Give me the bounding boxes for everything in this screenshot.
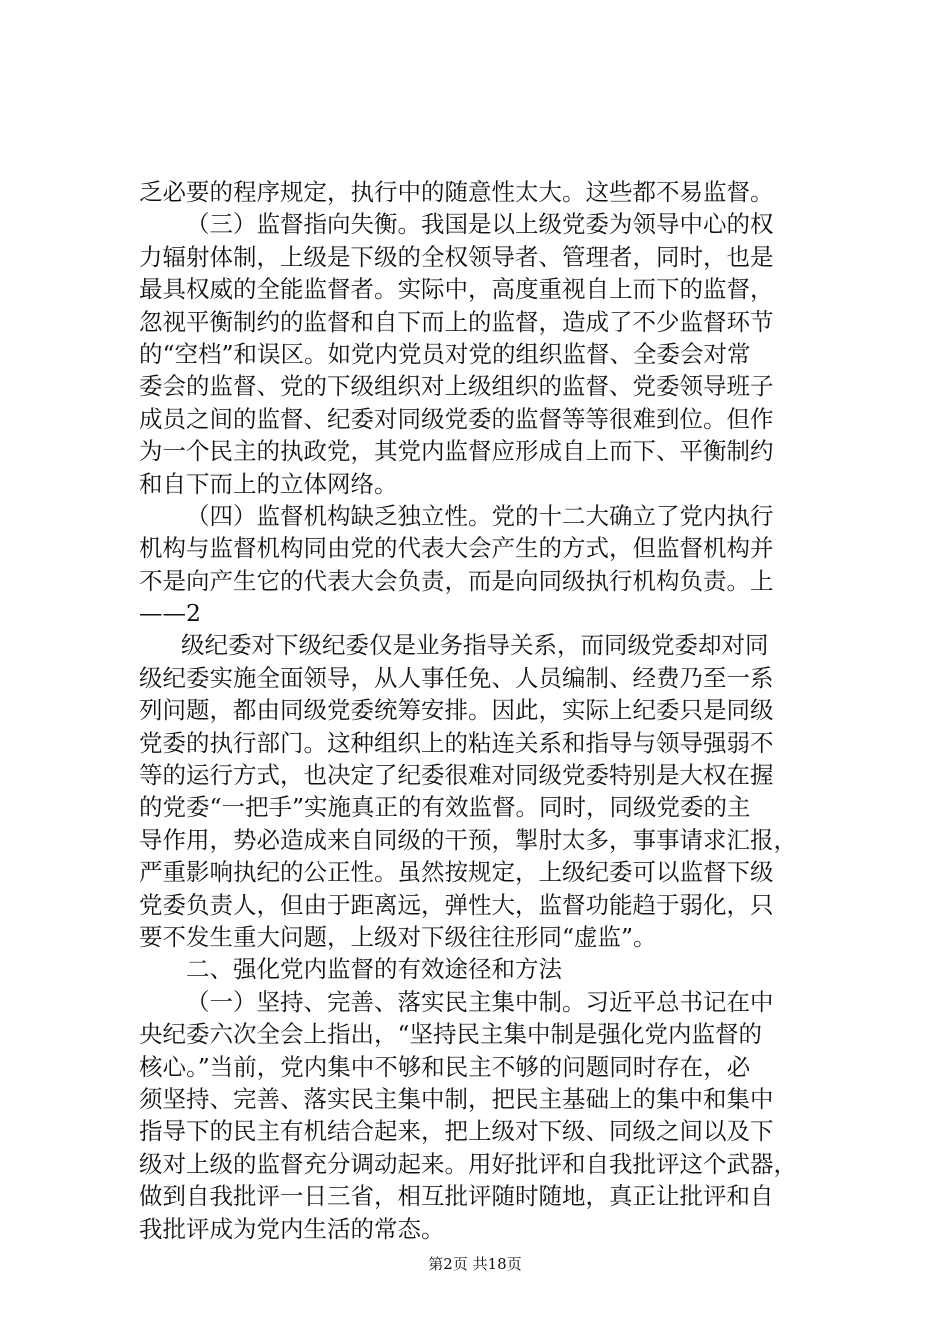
- text-line: 央纪委六次全会上指出，“坚持民主集中制是强化党内监督的: [139, 1020, 763, 1049]
- text-line: 须坚持、完善、落实民主集中制，把民主基础上的集中和集中: [139, 1084, 774, 1113]
- text-line: 成员之间的监督、纪委对同级党委的监督等等很难到位。但作: [139, 404, 774, 433]
- text-line: 党委的执行部门。这种组织上的粘连关系和指导与领导强弱不: [139, 728, 774, 757]
- section-heading: 二、强化党内监督的有效途径和方法: [186, 955, 562, 984]
- text-line: 我批评成为党内生活的常态。: [139, 1214, 445, 1243]
- body-text: [139, 176, 839, 1245]
- text-line: 级对上级的监督充分调动起来。用好批评和自我批评这个武器，: [139, 1149, 797, 1178]
- text-line: 核心。”当前，党内集中不够和民主不够的问题同时存在，必: [139, 1052, 751, 1081]
- text-line: 乏必要的程序规定，执行中的随意性太大。这些都不易监督。: [139, 178, 774, 206]
- text-line: 党委负责人，但由于距离远，弹性大，监督功能趋于弱化，只: [139, 890, 774, 919]
- text-line: （四）监督机构缺乏独立性。党的十二大确立了党内执行: [186, 501, 774, 530]
- page-footer: 第2页 共18页: [428, 1255, 522, 1273]
- text-line: 要不发生重大问题，上级对下级往往形同“虚监”。: [139, 922, 657, 951]
- text-line: 列问题，都由同级党委统筹安排。因此，实际上纪委只是同级: [139, 696, 774, 725]
- text-line: 为一个民主的执政党，其党内监督应形成自上而下、平衡制约: [139, 437, 774, 466]
- text-line: 机构与监督机构同由党的代表大会产生的方式，但监督机构并: [139, 534, 774, 563]
- text-line: 的“空档”和误区。如党内党员对党的组织监督、全委会对常: [139, 339, 751, 368]
- text-line: 严重影响执纪的公正性。虽然按规定，上级纪委可以监督下级: [139, 858, 774, 887]
- text-line: 级纪委对下级纪委仅是业务指导关系，而同级党委却对同: [181, 631, 769, 660]
- text-line: 委会的监督、党的下级组织对上级组织的监督、党委领导班子: [139, 372, 774, 401]
- page-break-marker: ——2: [139, 599, 201, 628]
- text-line: 的党委“一把手”实施真正的有效监督。同时，同级党委的主: [139, 793, 751, 822]
- text-line: 最具权威的全能监督者。实际中，高度重视自上而下的监督，: [139, 275, 774, 304]
- text-line: 不是向产生它的代表大会负责，而是向同级执行机构负责。上: [139, 566, 774, 595]
- text-line: 等的运行方式，也决定了纪委很难对同级党委特别是大权在握: [139, 761, 774, 790]
- text-line: 导作用，势必造成来自同级的干预，掣肘太多，事事请求汇报，: [139, 825, 797, 854]
- text-line: 做到自我批评一日三省，相互批评随时随地，真正让批评和自: [139, 1182, 774, 1211]
- text-line: 力辐射体制，上级是下级的全权领导者、管理者，同时，也是: [139, 242, 774, 271]
- text-line: （三）监督指向失衡。我国是以上级党委为领导中心的权: [186, 210, 774, 239]
- text-line: （一）坚持、完善、落实民主集中制。习近平总书记在中: [186, 987, 774, 1016]
- text-line: 和自下而上的立体网络。: [139, 469, 398, 498]
- text-line: 忽视平衡制约的监督和自下而上的监督，造成了不少监督环节: [139, 307, 774, 336]
- text-line: 指导下的民主有机结合起来，把上级对下级、同级之间以及下: [139, 1117, 774, 1146]
- text-line: 级纪委实施全面领导，从人事任免、人员编制、经费乃至一系: [139, 663, 774, 692]
